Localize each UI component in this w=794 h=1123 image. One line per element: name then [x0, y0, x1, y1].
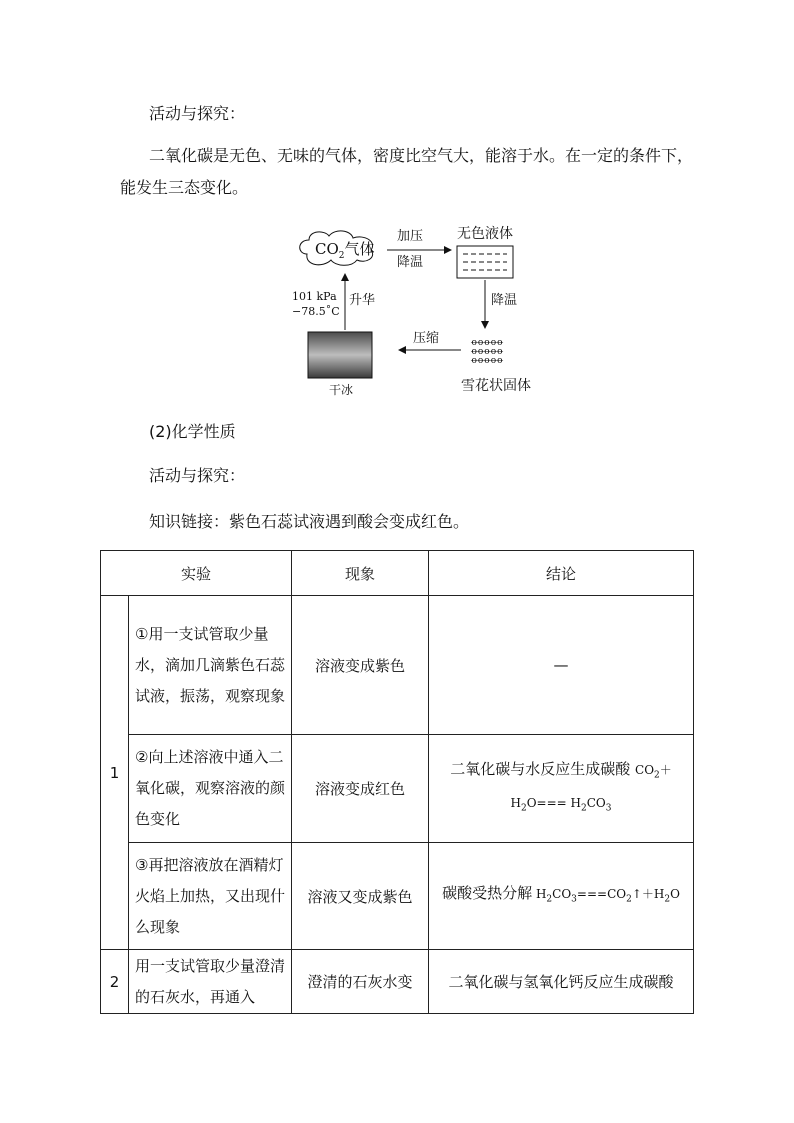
- table-row: [101, 735, 694, 843]
- svg-text:ꝋꝋꝋꝋꝋ: ꝋꝋꝋꝋꝋ: [471, 356, 503, 366]
- arrow-right-label: 降温: [491, 293, 518, 308]
- table-header-row: [101, 551, 694, 596]
- activity-heading-2: 活动与探究：: [149, 466, 246, 485]
- intro-paragraph-line-1: 二氧化碳是无色、无味的气体，密度比空气大，能溶于水。在一定的条件下，: [149, 146, 694, 165]
- observation-cell: 溶液变成红色: [292, 735, 429, 843]
- intro-paragraph-line-2: 能发生三态变化。: [120, 178, 249, 197]
- header-conclusion: 结论: [429, 551, 694, 596]
- liquid-container-icon: [457, 246, 513, 278]
- reaction-formula: $CO_2+$ $H_2O=== H_2CO_3$: [510, 763, 672, 813]
- gas-label: $CO_2$气体: [315, 240, 375, 261]
- experiment-table: [100, 550, 694, 1014]
- co2-phase-diagram: [285, 218, 555, 398]
- observation-cell: 溶液变成紫色: [292, 596, 429, 735]
- svg-text:ꝋꝋꝋꝋꝋ: ꝋꝋꝋꝋꝋ: [471, 347, 503, 357]
- experiment-step: 用一支试管取少量澄清的石灰水，再通入: [129, 950, 292, 1014]
- dry-ice-label: 干冰: [329, 383, 354, 397]
- header-observation: 现象: [292, 551, 429, 596]
- pressure-label: 101 kPa: [292, 290, 337, 303]
- conclusion-cell: [429, 843, 694, 950]
- temperature-label: −78.5˚C: [292, 305, 340, 318]
- table-row: [101, 843, 694, 950]
- arrow-top-upper-label: 加压: [397, 229, 424, 244]
- arrow-left-label: 升华: [349, 293, 376, 308]
- reaction-formula: $H_2CO_3===CO_2↑+H_2O$: [535, 886, 680, 905]
- conclusion-text: 二氧化碳与水反应生成碳酸: [450, 760, 631, 779]
- arrow-top-lower-label: 降温: [397, 255, 424, 270]
- dry-ice-block-icon: [308, 332, 372, 378]
- snowflake-solid-icon: [470, 338, 504, 366]
- experiment-step: ③再把溶液放在酒精灯火焰上加热，又出现什么现象: [129, 843, 292, 950]
- group-number: 1: [101, 596, 129, 950]
- experiment-step: ②向上述溶液中通入二氧化碳，观察溶液的颜色变化: [129, 735, 292, 843]
- observation-cell: 澄清的石灰水变: [292, 950, 429, 1014]
- group-number: 2: [101, 950, 129, 1014]
- table-row: [101, 950, 694, 1014]
- activity-heading-1: 活动与探究：: [149, 104, 246, 123]
- header-experiment: 实验: [101, 551, 292, 596]
- conclusion-cell: —: [429, 596, 694, 735]
- chemical-properties-heading: (2)化学性质: [149, 422, 236, 441]
- liquid-label: 无色液体: [457, 226, 513, 242]
- conclusion-cell: [429, 735, 694, 843]
- knowledge-link: 知识链接：紫色石蕊试液遇到酸会变成红色。: [149, 512, 470, 531]
- svg-text:ꝋꝋꝋꝋꝋ: ꝋꝋꝋꝋꝋ: [471, 338, 503, 348]
- table-row: [101, 596, 694, 735]
- conclusion-cell: 二氧化碳与氢氧化钙反应生成碳酸: [429, 950, 694, 1014]
- solid-label: 雪花状固体: [461, 378, 531, 394]
- observation-cell: 溶液又变成紫色: [292, 843, 429, 950]
- experiment-step: ①用一支试管取少量水，滴加几滴紫色石蕊试液，振荡，观察现象: [129, 596, 292, 735]
- conclusion-text: 碳酸受热分解: [442, 883, 533, 902]
- arrow-bottom-label: 压缩: [413, 331, 440, 346]
